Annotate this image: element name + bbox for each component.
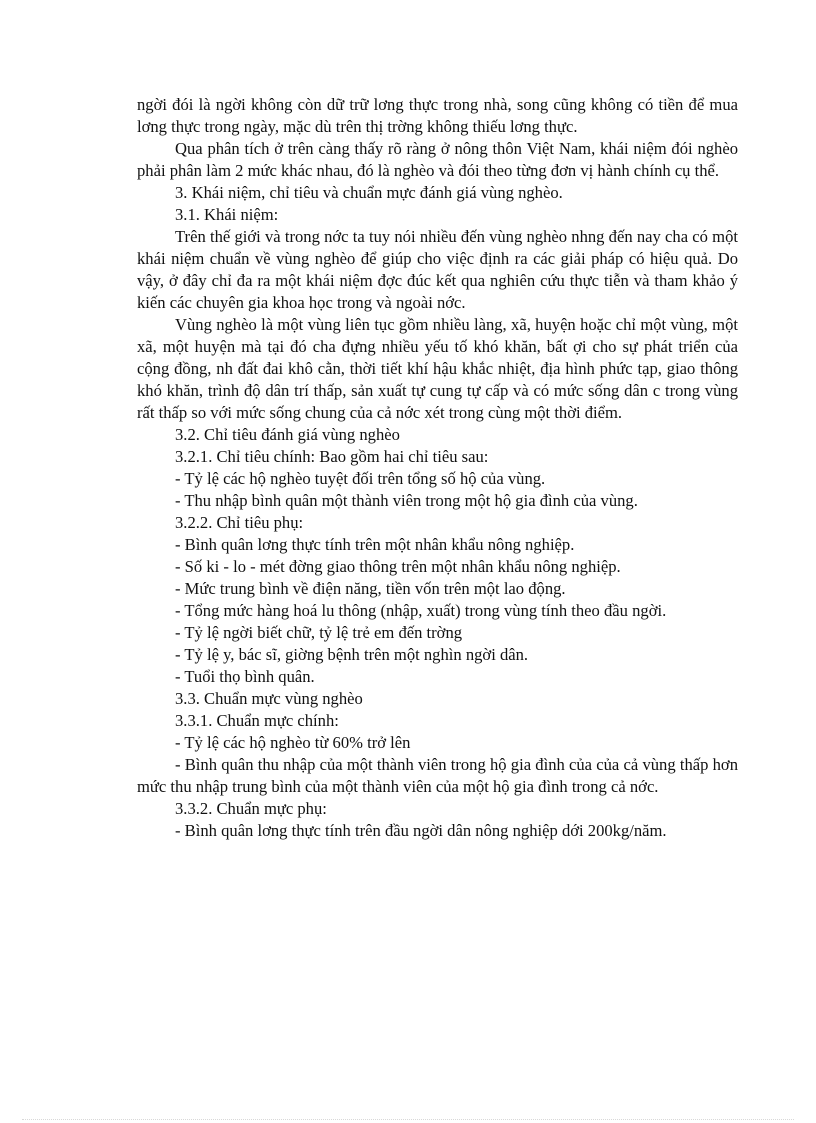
paragraph: - Tỷ lệ y, bác sĩ, giờng bệnh trên một nghìn ngời dân.	[175, 645, 529, 664]
paragraph: Trên thế giới và trong nớc ta tuy nói nhiều đến vùng nghèo nhng đến nay cha có một khái niệm chuẩn về vùng nghèo để giúp cho việc định ra các giải pháp có hiệu quả. Do vậy, ở đây chỉ đa ra một khái niệm đợc đúc kết qua nghiên cứu thực tiễn và tham khảo ý kiến các chuyên gia khoa học trong và ngoài nớc.	[137, 227, 738, 312]
paragraph: 3.2.1. Chỉ tiêu chính: Bao gồm hai chỉ tiêu sau:	[175, 447, 489, 466]
paragraph: - Tổng mức hàng hoá lu thông (nhập, xuất) trong vùng tính theo đầu ngời.	[175, 601, 667, 620]
paragraph: - Thu nhập bình quân một thành viên trong một hộ gia đình của vùng.	[175, 491, 638, 510]
page-bottom-divider	[22, 1119, 794, 1120]
paragraph: 3.3. Chuẩn mực vùng nghèo	[175, 689, 363, 708]
paragraph: - Tỷ lệ ngời biết chữ, tỷ lệ trẻ em đến trờng	[175, 623, 463, 642]
paragraph: - Tỷ lệ các hộ nghèo tuyệt đối trên tổng số hộ của vùng.	[175, 469, 546, 488]
paragraph: 3.1. Khái niệm:	[175, 205, 279, 224]
paragraph: - Bình quân lơng thực tính trên một nhân khẩu nông nghiệp.	[175, 535, 575, 554]
paragraph: Qua phân tích ở trên càng thấy rõ ràng ở nông thôn Việt Nam, khái niệm đói nghèo phải phân làm 2 mức khác nhau, đó là nghèo và đói theo từng đơn vị hành chính cụ thể.	[137, 139, 738, 180]
paragraph: - Tỷ lệ các hộ nghèo từ 60% trở lên	[175, 733, 411, 752]
paragraph: - Số ki - lo - mét đờng giao thông trên một nhân khẩu nông nghiệp.	[175, 557, 621, 576]
paragraph: Vùng nghèo là một vùng liên tục gồm nhiều làng, xã, huyện hoặc chỉ một vùng, một xã, một huyện mà tại đó cha đựng nhiều yếu tố khó khăn, bất ợi cho sự phát triển của cộng đồng, nh đất đai khô cằn, thời tiết khí hậu khắc nhiệt, địa hình phức tạp, giao thông khó khăn, trình độ dân trí thấp, sản xuất tự cung tự cấp và có mức sống dân c trong vùng rất thấp so với mức sống chung của cả nớc xét trong cùng một thời điểm.	[137, 315, 738, 422]
paragraph: 3.2.2. Chỉ tiêu phụ:	[175, 513, 304, 532]
paragraph: 3.3.2. Chuẩn mực phụ:	[175, 799, 327, 818]
paragraph: 3.3.1. Chuẩn mực chính:	[175, 711, 339, 730]
paragraph: 3. Khái niệm, chỉ tiêu và chuẩn mực đánh giá vùng nghèo.	[175, 183, 563, 202]
paragraph: - Tuổi thọ bình quân.	[175, 667, 315, 686]
document-body	[137, 94, 738, 842]
paragraph: - Bình quân lơng thực tính trên đầu ngời dân nông nghiệp dới 200kg/năm.	[175, 821, 667, 840]
paragraph: ngời đói là ngời không còn dữ trữ lơng thực trong nhà, song cũng không có tiền để mua lơng thực trong ngày, mặc dù trên thị trờng không thiếu lơng thực.	[137, 95, 738, 136]
paragraph: - Bình quân thu nhập của một thành viên trong hộ gia đình của của cả vùng thấp hơn mức thu nhập trung bình của một thành viên của một hộ gia đình trong cả nớc.	[137, 755, 738, 796]
paragraph: - Mức trung bình về điện năng, tiền vốn trên một lao động.	[175, 579, 566, 598]
paragraph: 3.2. Chỉ tiêu đánh giá vùng nghèo	[175, 425, 400, 444]
